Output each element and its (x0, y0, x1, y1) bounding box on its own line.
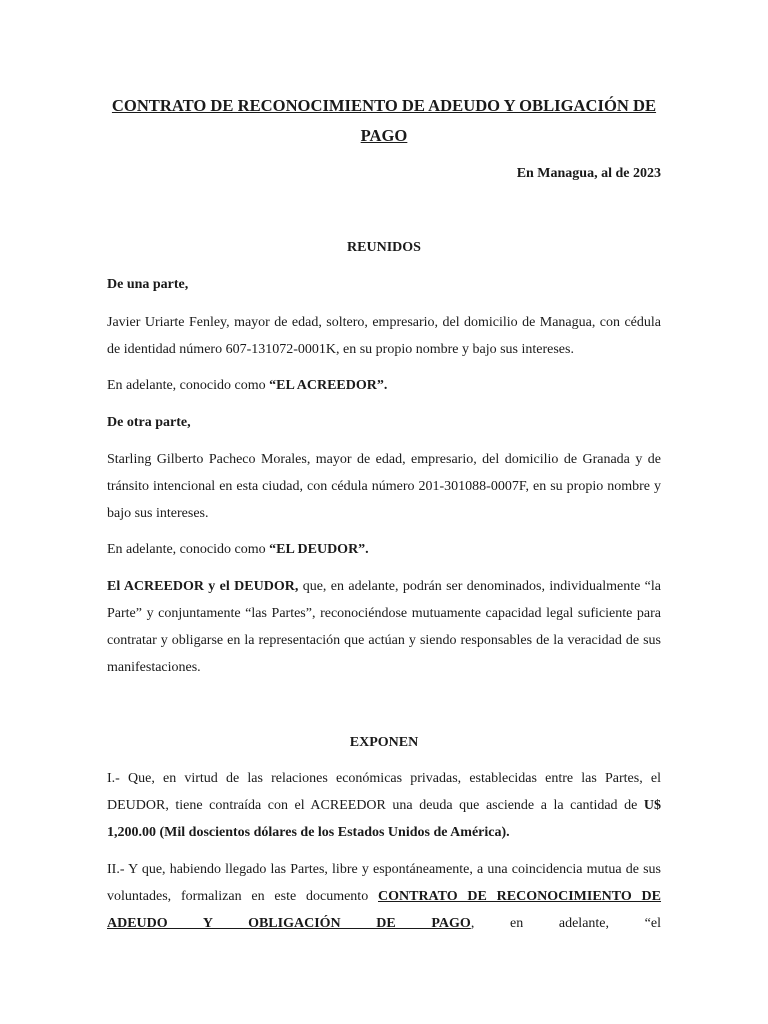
debtor-intro: En adelante, conocido como (107, 542, 270, 557)
place-date: En Managua, al de 2023 (516, 166, 661, 181)
reunidos-heading: REUNIDOS (347, 240, 421, 255)
parties-text: que, en adelante, podrán ser denominados, individualmente “la Parte” y conjuntamente “las Partes”, reconociéndose mutuamente capacidad legal suficiente para contratar y obligarse en la representación que actúan y siendo responsables de la veracidad de sus manifestaciones. (107, 579, 661, 675)
second-party-text: Starling Gilberto Pacheco Morales, mayor de edad, empresario, del domicilio de Granada y de tránsito intencional en esta ciudad, con cédula número 201-301088-0007F, en su propio nombre y bajo sus intereses. (107, 452, 661, 521)
parties-bold: El ACREEDOR y el DEUDOR, (107, 579, 299, 594)
creditor-intro: En adelante, conocido como (107, 378, 270, 393)
exponen-heading: EXPONEN (349, 735, 419, 750)
clause-2 (107, 856, 661, 937)
document-title: CONTRATO DE RECONOCIMIENTO DE ADEUDO Y OBLIGACIÓN DE PAGO (111, 96, 657, 145)
first-party-heading: De una parte, (107, 277, 189, 292)
clause-2-text: II.- Y que, habiendo llegado las Partes, libre y espontáneamente, a una coincidencia mutua de sus voluntades, formalizan en este documento (107, 862, 661, 904)
second-party-heading: De otra parte, (107, 415, 191, 430)
creditor-line (107, 376, 661, 396)
debtor-line (107, 540, 661, 560)
clause-1-amount: U$ 1,200.00 (Mil doscientos dólares de los Estados Unidos de América). (107, 798, 661, 840)
debtor-name: “EL DEUDOR”. (269, 542, 369, 557)
clause-2-contract: CONTRATO DE RECONOCIMIENTO DE ADEUDO Y OBLIGACIÓN DE PAGO (107, 889, 662, 931)
parties-paragraph (107, 573, 661, 681)
creditor-name: “EL ACREEDOR”. (269, 378, 388, 393)
clause-1 (107, 765, 661, 846)
clause-1-text: I.- Que, en virtud de las relaciones económicas privadas, establecidas entre las Partes, el DEUDOR, tiene contraída con el ACREEDOR una deuda que asciende a la cantidad de (107, 771, 661, 813)
first-party-text: Javier Uriarte Fenley, mayor de edad, soltero, empresario, del domicilio de Managua, con cédula de identidad número 607-131072-0001K, en su propio nombre y bajo sus intereses. (107, 315, 661, 357)
clause-2-tail: , en adelante, “el (470, 916, 661, 931)
